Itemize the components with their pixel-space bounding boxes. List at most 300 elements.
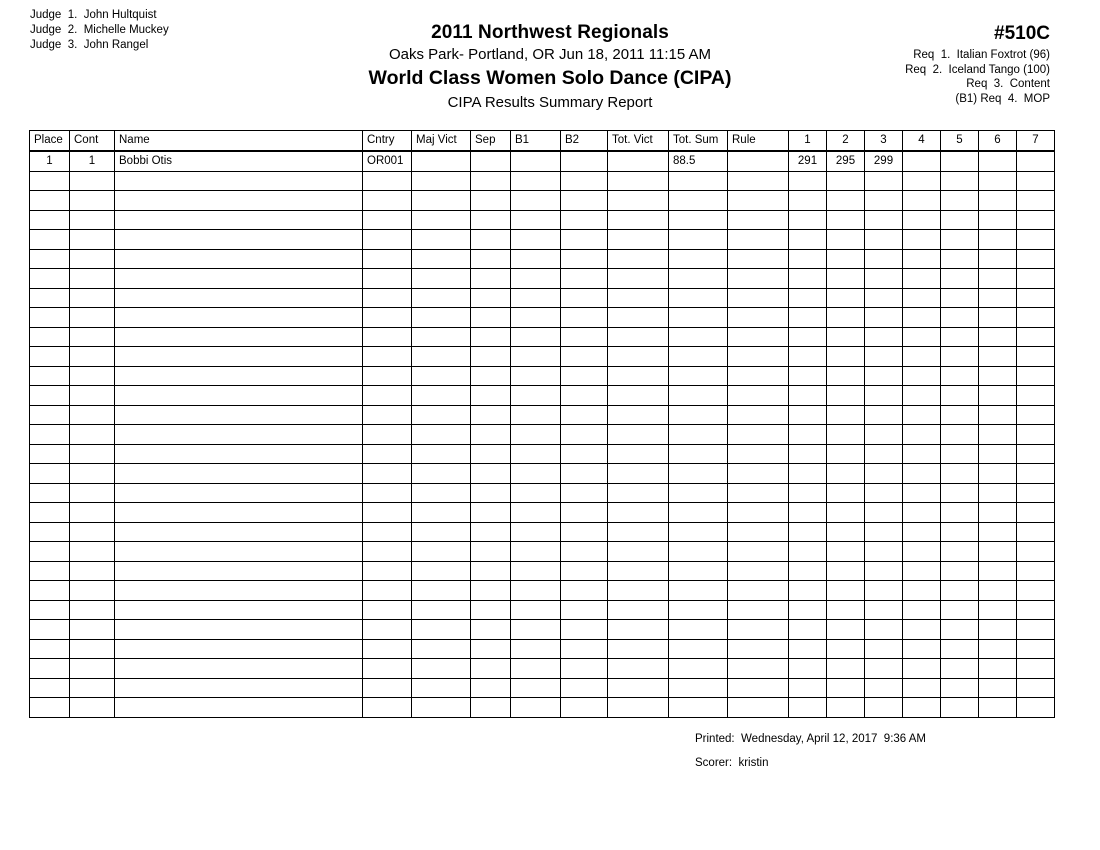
cell-maj-vict: [412, 639, 471, 659]
column-header-b1: B1: [511, 131, 561, 152]
cell-place: [30, 561, 70, 581]
cell-name: [115, 522, 363, 542]
cell-judge-6: [979, 327, 1017, 347]
cell-tot-sum: [669, 171, 728, 191]
cell-place: [30, 405, 70, 425]
cell-judge-4: [903, 327, 941, 347]
cell-sep: [471, 542, 511, 562]
cell-judge-6: [979, 405, 1017, 425]
cell-judge-2: [827, 581, 865, 601]
cell-b1: [511, 269, 561, 289]
cell-judge-1: [789, 503, 827, 523]
cell-judge-7: [1017, 483, 1055, 503]
cell-b2: [561, 425, 608, 445]
cell-cont: [70, 561, 115, 581]
cell-judge-5: [941, 425, 979, 445]
cell-sep: [471, 444, 511, 464]
cell-b1: [511, 600, 561, 620]
cell-name: [115, 678, 363, 698]
cell-cntry: [363, 464, 412, 484]
table-header-row: [30, 131, 1055, 152]
table-body: [30, 151, 1055, 717]
cell-name: [115, 327, 363, 347]
cell-judge-7: [1017, 366, 1055, 386]
cell-judge-1: [789, 620, 827, 640]
cell-judge-2: [827, 210, 865, 230]
cell-judge-1: [789, 483, 827, 503]
cell-judge-4: [903, 678, 941, 698]
cell-judge-6: [979, 464, 1017, 484]
cell-place: [30, 288, 70, 308]
cell-place: [30, 347, 70, 367]
cell-judge-2: [827, 249, 865, 269]
cell-maj-vict: [412, 151, 471, 171]
cell-name: [115, 542, 363, 562]
cell-judge-4: [903, 386, 941, 406]
cell-judge-6: [979, 678, 1017, 698]
cell-cntry: [363, 620, 412, 640]
cell-b2: [561, 288, 608, 308]
cell-judge-2: [827, 522, 865, 542]
cell-tot-sum: [669, 405, 728, 425]
cell-judge-5: [941, 542, 979, 562]
cell-b1: [511, 249, 561, 269]
cell-tot-vict: [608, 678, 669, 698]
cell-judge-2: [827, 659, 865, 679]
cell-tot-vict: [608, 522, 669, 542]
cell-maj-vict: [412, 366, 471, 386]
cell-judge-3: [865, 561, 903, 581]
cell-cntry: [363, 483, 412, 503]
cell-rule: [728, 659, 789, 679]
table-row: [30, 210, 1055, 230]
cell-judge-6: [979, 171, 1017, 191]
cell-judge-2: [827, 483, 865, 503]
cell-judge-3: [865, 327, 903, 347]
cell-maj-vict: [412, 288, 471, 308]
cell-maj-vict: [412, 230, 471, 250]
cell-judge-6: [979, 483, 1017, 503]
cell-sep: [471, 659, 511, 679]
table-row: [30, 659, 1055, 679]
cell-cntry: [363, 269, 412, 289]
cell-maj-vict: [412, 425, 471, 445]
cell-tot-sum: [669, 464, 728, 484]
cell-tot-sum: [669, 542, 728, 562]
cell-tot-vict: [608, 366, 669, 386]
cell-judge-6: [979, 230, 1017, 250]
cell-place: [30, 522, 70, 542]
cell-judge-4: [903, 151, 941, 171]
cell-judge-1: [789, 464, 827, 484]
cell-judge-3: [865, 171, 903, 191]
cell-sep: [471, 191, 511, 211]
cell-cntry: [363, 327, 412, 347]
cell-judge-2: [827, 386, 865, 406]
cell-judge-6: [979, 522, 1017, 542]
cell-place: 1: [30, 151, 70, 171]
cell-judge-2: [827, 600, 865, 620]
cell-tot-vict: [608, 269, 669, 289]
cell-judge-2: 295: [827, 151, 865, 171]
cell-rule: [728, 386, 789, 406]
column-header-judge-7: 7: [1017, 131, 1055, 152]
cell-place: [30, 425, 70, 445]
cell-b1: [511, 542, 561, 562]
cell-judge-5: [941, 698, 979, 718]
cell-judge-1: [789, 249, 827, 269]
cell-tot-sum: [669, 600, 728, 620]
cell-judge-6: [979, 347, 1017, 367]
cell-place: [30, 698, 70, 718]
cell-place: [30, 444, 70, 464]
cell-maj-vict: [412, 522, 471, 542]
cell-tot-sum: [669, 698, 728, 718]
cell-judge-3: [865, 639, 903, 659]
table-row: [30, 678, 1055, 698]
cell-cont: [70, 327, 115, 347]
class-title: World Class Women Solo Dance (CIPA): [368, 67, 732, 89]
cell-judge-5: [941, 503, 979, 523]
cell-maj-vict: [412, 542, 471, 562]
cell-tot-sum: [669, 659, 728, 679]
cell-judge-4: [903, 308, 941, 328]
cell-cont: [70, 464, 115, 484]
cell-tot-vict: [608, 425, 669, 445]
cell-b2: [561, 483, 608, 503]
cell-judge-7: [1017, 522, 1055, 542]
table-row: [30, 581, 1055, 601]
cell-judge-2: [827, 561, 865, 581]
cell-judge-6: [979, 269, 1017, 289]
cell-judge-2: [827, 639, 865, 659]
cell-judge-2: [827, 425, 865, 445]
cell-b2: [561, 230, 608, 250]
cell-sep: [471, 503, 511, 523]
cell-b1: [511, 464, 561, 484]
cell-sep: [471, 561, 511, 581]
cell-cont: [70, 483, 115, 503]
cell-judge-6: [979, 581, 1017, 601]
cell-cntry: [363, 639, 412, 659]
cell-judge-4: [903, 620, 941, 640]
cell-rule: [728, 171, 789, 191]
cell-judge-5: [941, 171, 979, 191]
cell-cont: [70, 171, 115, 191]
cell-maj-vict: [412, 464, 471, 484]
cell-tot-vict: [608, 561, 669, 581]
cell-tot-sum: [669, 230, 728, 250]
cell-rule: [728, 308, 789, 328]
cell-cntry: [363, 659, 412, 679]
cell-judge-1: [789, 522, 827, 542]
cell-cntry: [363, 425, 412, 445]
cell-judge-5: [941, 386, 979, 406]
column-header-judge-3: 3: [865, 131, 903, 152]
cell-judge-7: [1017, 327, 1055, 347]
cell-sep: [471, 698, 511, 718]
cell-maj-vict: [412, 444, 471, 464]
cell-judge-5: [941, 191, 979, 211]
cell-b1: [511, 386, 561, 406]
table-row: [30, 444, 1055, 464]
cell-judge-3: [865, 464, 903, 484]
cell-judge-3: [865, 581, 903, 601]
column-header-maj-vict: Maj Vict: [412, 131, 471, 152]
cell-judge-6: [979, 639, 1017, 659]
cell-judge-7: [1017, 581, 1055, 601]
cell-judge-6: [979, 151, 1017, 171]
cell-b1: [511, 620, 561, 640]
cell-place: [30, 600, 70, 620]
cell-judge-7: [1017, 639, 1055, 659]
cell-judge-5: [941, 659, 979, 679]
cell-judge-3: [865, 444, 903, 464]
cell-judge-2: [827, 542, 865, 562]
cell-judge-2: [827, 288, 865, 308]
cell-judge-3: [865, 210, 903, 230]
cell-maj-vict: [412, 698, 471, 718]
cell-judge-7: [1017, 600, 1055, 620]
cell-b2: [561, 444, 608, 464]
cell-judge-5: [941, 483, 979, 503]
cell-rule: [728, 600, 789, 620]
cell-b1: [511, 581, 561, 601]
judges-panel: [30, 8, 169, 53]
cell-tot-sum: [669, 249, 728, 269]
cell-judge-7: [1017, 698, 1055, 718]
cell-judge-4: [903, 542, 941, 562]
cell-judge-3: [865, 269, 903, 289]
cell-b2: [561, 269, 608, 289]
cell-rule: [728, 269, 789, 289]
cell-tot-sum: [669, 288, 728, 308]
cell-judge-3: [865, 542, 903, 562]
cell-judge-2: [827, 620, 865, 640]
cell-cntry: OR001: [363, 151, 412, 171]
cell-judge-2: [827, 327, 865, 347]
cell-name: [115, 503, 363, 523]
cell-sep: [471, 678, 511, 698]
table-row: [30, 308, 1055, 328]
cell-judge-4: [903, 464, 941, 484]
table-row: [30, 171, 1055, 191]
cell-judge-5: [941, 327, 979, 347]
cell-rule: [728, 444, 789, 464]
cell-b2: [561, 639, 608, 659]
cell-tot-vict: [608, 600, 669, 620]
report-subtitle: CIPA Results Summary Report: [447, 94, 653, 111]
cell-judge-1: [789, 327, 827, 347]
cell-name: [115, 405, 363, 425]
column-header-judge-1: 1: [789, 131, 827, 152]
cell-cntry: [363, 405, 412, 425]
cell-b2: [561, 503, 608, 523]
cell-judge-2: [827, 171, 865, 191]
cell-name: [115, 620, 363, 640]
requirements-list: [905, 48, 1050, 106]
cell-tot-sum: [669, 581, 728, 601]
cell-judge-1: [789, 288, 827, 308]
cell-b2: [561, 561, 608, 581]
cell-tot-vict: [608, 308, 669, 328]
cell-judge-5: [941, 620, 979, 640]
cell-cntry: [363, 522, 412, 542]
cell-judge-7: [1017, 464, 1055, 484]
cell-cont: [70, 366, 115, 386]
cell-judge-2: [827, 678, 865, 698]
cell-judge-5: [941, 366, 979, 386]
cell-judge-2: [827, 308, 865, 328]
cell-judge-5: [941, 308, 979, 328]
cell-b2: [561, 600, 608, 620]
cell-judge-7: [1017, 191, 1055, 211]
cell-b1: [511, 191, 561, 211]
cell-cont: [70, 678, 115, 698]
cell-judge-7: [1017, 269, 1055, 289]
cell-judge-6: [979, 600, 1017, 620]
table-row: [30, 230, 1055, 250]
column-header-judge-5: 5: [941, 131, 979, 152]
cell-judge-3: [865, 678, 903, 698]
cell-b1: [511, 288, 561, 308]
cell-b2: [561, 464, 608, 484]
cell-cont: [70, 210, 115, 230]
cell-judge-7: [1017, 425, 1055, 445]
judge-line: Judge 1. John Hultquist: [30, 9, 157, 21]
cell-b1: [511, 698, 561, 718]
cell-judge-6: [979, 425, 1017, 445]
cell-judge-7: [1017, 230, 1055, 250]
cell-judge-2: [827, 405, 865, 425]
cell-rule: [728, 425, 789, 445]
cell-tot-sum: [669, 503, 728, 523]
cell-cntry: [363, 386, 412, 406]
judge-line: Judge 3. John Rangel: [30, 39, 149, 51]
cell-name: [115, 269, 363, 289]
judge-line: Judge 2. Michelle Muckey: [30, 24, 169, 36]
cell-cntry: [363, 366, 412, 386]
cell-judge-4: [903, 600, 941, 620]
cell-b1: [511, 230, 561, 250]
cell-name: [115, 230, 363, 250]
cell-judge-1: [789, 542, 827, 562]
cell-rule: [728, 503, 789, 523]
cell-judge-4: [903, 698, 941, 718]
cell-maj-vict: [412, 678, 471, 698]
cell-tot-vict: [608, 210, 669, 230]
cell-b2: [561, 620, 608, 640]
cell-name: [115, 600, 363, 620]
table-row: [30, 288, 1055, 308]
cell-judge-4: [903, 347, 941, 367]
cell-name: [115, 191, 363, 211]
cell-judge-3: [865, 405, 903, 425]
cell-judge-4: [903, 249, 941, 269]
cell-judge-6: [979, 698, 1017, 718]
cell-rule: [728, 249, 789, 269]
table-row: [30, 542, 1055, 562]
cell-tot-vict: [608, 288, 669, 308]
cell-maj-vict: [412, 249, 471, 269]
cell-rule: [728, 347, 789, 367]
table-row: [30, 405, 1055, 425]
cell-sep: [471, 639, 511, 659]
table-row: [30, 366, 1055, 386]
cell-tot-sum: [669, 347, 728, 367]
cell-place: [30, 620, 70, 640]
cell-judge-3: [865, 620, 903, 640]
cell-name: [115, 581, 363, 601]
cell-tot-sum: [669, 386, 728, 406]
cell-judge-1: [789, 308, 827, 328]
cell-tot-vict: [608, 503, 669, 523]
cell-judge-2: [827, 464, 865, 484]
cell-judge-4: [903, 639, 941, 659]
cell-judge-6: [979, 288, 1017, 308]
cell-sep: [471, 464, 511, 484]
cell-judge-4: [903, 230, 941, 250]
requirement-item: Req 2. Iceland Tango (100): [905, 63, 1050, 76]
cell-judge-6: [979, 210, 1017, 230]
cell-cont: [70, 386, 115, 406]
cell-cont: [70, 522, 115, 542]
cell-b1: [511, 425, 561, 445]
report-footer: [695, 727, 926, 775]
cell-rule: [728, 678, 789, 698]
printed-timestamp: Printed: Wednesday, April 12, 2017 9:36 AM: [695, 733, 926, 745]
cell-cntry: [363, 581, 412, 601]
cell-place: [30, 269, 70, 289]
column-header-b2: B2: [561, 131, 608, 152]
table-row: [30, 425, 1055, 445]
column-header-judge-6: 6: [979, 131, 1017, 152]
cell-tot-vict: [608, 347, 669, 367]
event-number: #510C: [994, 23, 1050, 44]
cell-name: [115, 308, 363, 328]
cell-tot-sum: [669, 327, 728, 347]
cell-tot-sum: [669, 210, 728, 230]
cell-judge-4: [903, 659, 941, 679]
cell-tot-sum: [669, 483, 728, 503]
table-row: [30, 191, 1055, 211]
table-row: [30, 503, 1055, 523]
cell-judge-3: [865, 288, 903, 308]
results-table: [29, 130, 1055, 718]
cell-cntry: [363, 678, 412, 698]
cell-tot-vict: [608, 230, 669, 250]
column-header-cntry: Cntry: [363, 131, 412, 152]
cell-b2: [561, 347, 608, 367]
column-header-name: Name: [115, 131, 363, 152]
cell-tot-vict: [608, 659, 669, 679]
cell-rule: [728, 464, 789, 484]
cell-judge-5: [941, 288, 979, 308]
cell-tot-vict: [608, 191, 669, 211]
cell-maj-vict: [412, 308, 471, 328]
cell-judge-7: [1017, 405, 1055, 425]
cell-judge-6: [979, 659, 1017, 679]
cell-sep: [471, 366, 511, 386]
table-row: [30, 522, 1055, 542]
cell-judge-4: [903, 288, 941, 308]
cell-rule: [728, 210, 789, 230]
cell-name: [115, 210, 363, 230]
cell-b1: [511, 561, 561, 581]
cell-cont: [70, 269, 115, 289]
cell-sep: [471, 327, 511, 347]
cell-cont: [70, 581, 115, 601]
